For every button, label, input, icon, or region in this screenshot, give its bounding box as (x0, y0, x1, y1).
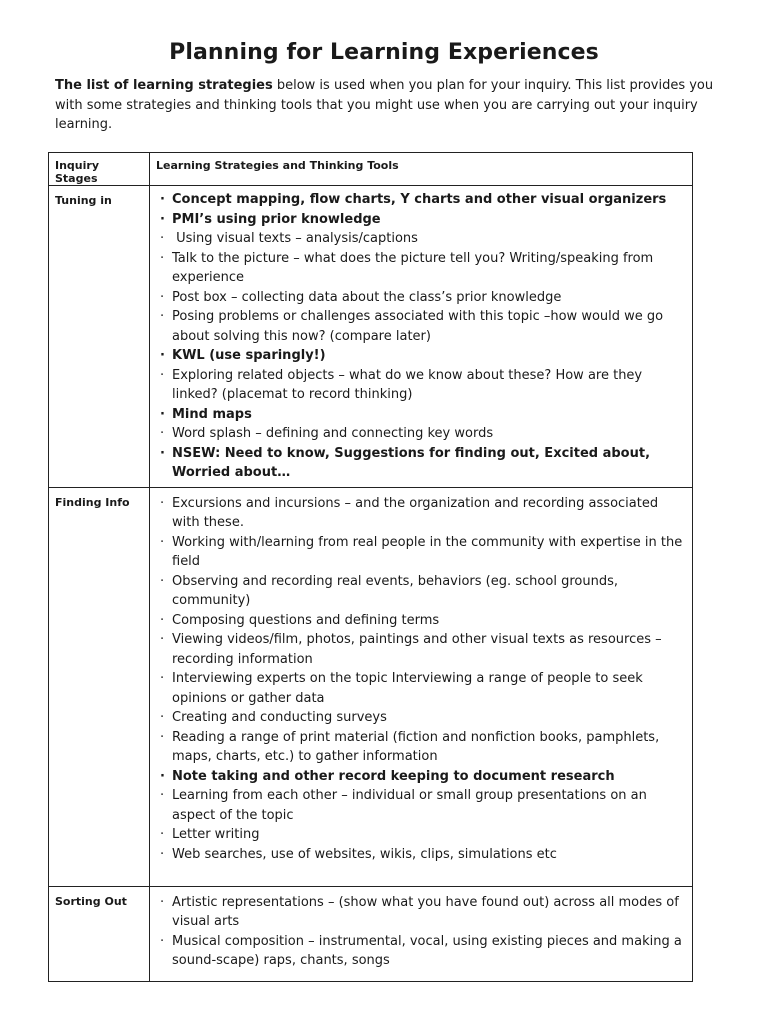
list-item: · Posing problems or challenges associated with this topic –how would we go about solving this now? (compare later) (160, 307, 684, 346)
list-item: · NSEW: Need to know, Suggestions for finding out, Excited about, Worried about… (160, 444, 684, 483)
list-item: · Reading a range of print material (fiction and nonfiction books, pamphlets, maps, charts, etc.) to gather information (160, 728, 684, 767)
header-strategies-tools: Learning Strategies and Thinking Tools (150, 153, 693, 186)
strategy-list (160, 893, 684, 971)
list-item: · Musical composition – instrumental, vocal, using existing pieces and making a sound-scape) raps, chants, songs (160, 932, 684, 971)
stage-label: Tuning in (49, 186, 150, 488)
list-item: · Working with/learning from real people in the community with expertise in the field (160, 533, 684, 572)
list-item: · KWL (use sparingly!) (160, 346, 684, 366)
list-item: · Learning from each other – individual or small group presentations on an aspect of the topic (160, 786, 684, 825)
list-item: · Word splash – defining and connecting key words (160, 424, 684, 444)
list-item: · Note taking and other record keeping to document research (160, 767, 684, 787)
strategies-cell (150, 886, 693, 981)
strategies-cell (150, 186, 693, 488)
header-inquiry-stages: Inquiry Stages (49, 153, 150, 186)
strategies-cell (150, 487, 693, 886)
list-item: · Viewing videos/film, photos, paintings and other visual texts as resources – recording information (160, 630, 684, 669)
strategy-list (160, 494, 684, 865)
table-row (49, 487, 693, 886)
list-item: · Composing questions and defining terms (160, 611, 684, 631)
table-row (49, 886, 693, 981)
list-item: · Artistic representations – (show what you have found out) across all modes of visual arts (160, 893, 684, 932)
page-title: Planning for Learning Experiences (169, 40, 599, 65)
list-item: · PMI’s using prior knowledge (160, 210, 684, 230)
list-item: · Post box – collecting data about the class’s prior knowledge (160, 288, 684, 308)
strategy-list (160, 190, 684, 483)
table-header-row (49, 153, 693, 186)
table-row (49, 186, 693, 488)
list-item: · Web searches, use of websites, wikis, clips, simulations etc (160, 845, 684, 865)
list-item: · Observing and recording real events, behaviors (eg. school grounds, community) (160, 572, 684, 611)
list-item: · Using visual texts – analysis/captions (160, 229, 684, 249)
strategies-table (48, 152, 693, 982)
list-item: · Interviewing experts on the topic Interviewing a range of people to seek opinions or gather data (160, 669, 684, 708)
intro-paragraph (55, 76, 715, 135)
list-item: · Exploring related objects – what do we know about these? How are they linked? (placemat to record thinking) (160, 366, 684, 405)
list-item: · Creating and conducting surveys (160, 708, 684, 728)
list-item: · Mind maps (160, 405, 684, 425)
list-item: · Talk to the picture – what does the picture tell you? Writing/speaking from experience (160, 249, 684, 288)
intro-text: below is used when you plan for your inquiry. This list provides you with some strategies and thinking tools that you might use when you are carrying out your inquiry learning. (55, 78, 714, 132)
stage-label: Sorting Out (49, 886, 150, 981)
list-item: · Excursions and incursions – and the organization and recording associated with these. (160, 494, 684, 533)
stage-label: Finding Info (49, 487, 150, 886)
intro-bold-lead: The list of learning strategies (55, 78, 273, 93)
list-item: · Concept mapping, flow charts, Y charts and other visual organizers (160, 190, 684, 210)
list-item: · Letter writing (160, 825, 684, 845)
